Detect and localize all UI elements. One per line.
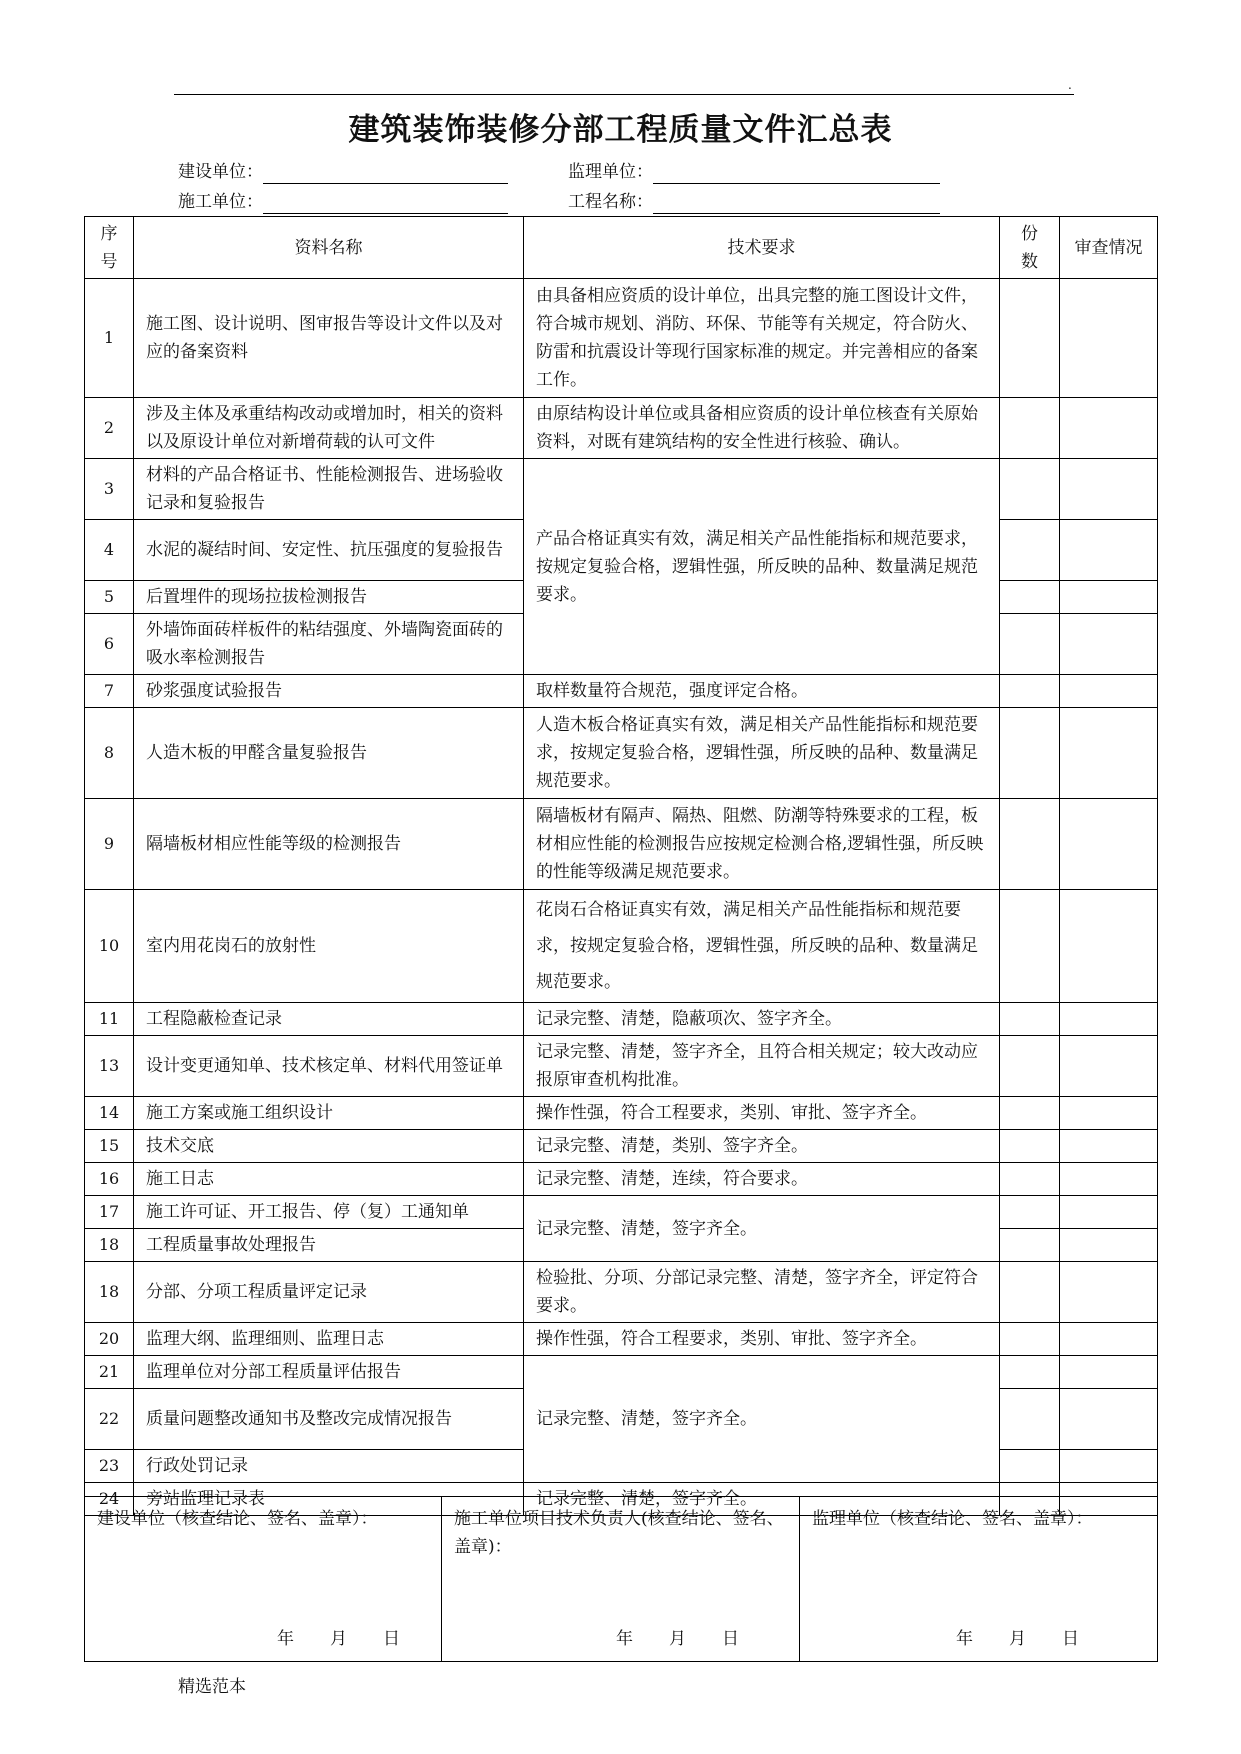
project-name-blank[interactable]	[653, 193, 940, 214]
row-copies-cell[interactable]	[1000, 520, 1060, 581]
supervise-unit-signature-box[interactable]	[800, 1497, 1158, 1662]
row-number: 10	[85, 890, 134, 1003]
row-review-cell[interactable]	[1060, 1130, 1158, 1163]
row-doc-name: 隔墙板材相应性能等级的检测报告	[134, 799, 524, 890]
row-copies-cell[interactable]	[1000, 890, 1060, 1003]
header-rule	[174, 94, 1074, 95]
row-copies-cell[interactable]	[1000, 614, 1060, 675]
row-copies-cell[interactable]	[1000, 459, 1060, 520]
row-doc-name: 质量问题整改通知书及整改完成情况报告	[134, 1389, 524, 1450]
construct-unit-label: 施工单位：	[178, 192, 263, 212]
row-doc-name: 监理大纲、监理细则、监理日志	[134, 1323, 524, 1356]
row-requirement: 由原结构设计单位或具备相应资质的设计单位核查有关原始资料，对既有建筑结构的安全性进行核验、确认。	[524, 398, 1000, 459]
table-row	[85, 675, 1158, 708]
row-requirement: 记录完整、清楚，连续，符合要求。	[524, 1163, 1000, 1196]
supervise-unit-blank[interactable]	[653, 163, 940, 184]
row-number: 14	[85, 1097, 134, 1130]
row-copies-cell[interactable]	[1000, 1262, 1060, 1323]
row-doc-name: 设计变更通知单、技术核定单、材料代用签证单	[134, 1036, 524, 1097]
row-review-cell[interactable]	[1060, 1036, 1158, 1097]
row-requirement: 隔墙板材有隔声、隔热、阻燃、防潮等特殊要求的工程，板材相应性能的检测报告应按规定检测合格,逻辑性强，所反映的性能等级满足规范要求。	[524, 799, 1000, 890]
table-row	[85, 890, 1158, 1003]
table-row	[85, 708, 1158, 799]
row-copies-cell[interactable]	[1000, 1163, 1060, 1196]
row-doc-name: 行政处罚记录	[134, 1450, 524, 1483]
row-requirement: 检验批、分项、分部记录完整、清楚，签字齐全，评定符合要求。	[524, 1262, 1000, 1323]
row-review-cell[interactable]	[1060, 1163, 1158, 1196]
row-review-cell[interactable]	[1060, 708, 1158, 799]
row-number: 13	[85, 1036, 134, 1097]
row-doc-name: 施工许可证、开工报告、停（复）工通知单	[134, 1196, 524, 1229]
row-review-cell[interactable]	[1060, 1196, 1158, 1229]
row-review-cell[interactable]	[1060, 1262, 1158, 1323]
row-number: 18	[85, 1262, 134, 1323]
row-doc-name: 技术交底	[134, 1130, 524, 1163]
column-header-copies: 份数	[1000, 217, 1060, 279]
row-review-cell[interactable]	[1060, 1003, 1158, 1036]
row-requirement: 记录完整、清楚，类别、签字齐全。	[524, 1130, 1000, 1163]
row-number: 15	[85, 1130, 134, 1163]
row-copies-cell[interactable]	[1000, 1389, 1060, 1450]
row-copies-cell[interactable]	[1000, 675, 1060, 708]
table-row	[85, 1163, 1158, 1196]
row-number: 8	[85, 708, 134, 799]
build-unit-label: 建设单位：	[178, 162, 263, 182]
row-review-cell[interactable]	[1060, 459, 1158, 520]
row-doc-name: 材料的产品合格证书、性能检测报告、进场验收记录和复验报告	[134, 459, 524, 520]
row-number: 17	[85, 1196, 134, 1229]
build-unit-signature-box[interactable]	[85, 1497, 442, 1662]
row-review-cell[interactable]	[1060, 1450, 1158, 1483]
row-number: 1	[85, 279, 134, 398]
table-row	[85, 1356, 1158, 1389]
row-doc-name: 监理单位对分部工程质量评估报告	[134, 1356, 524, 1389]
row-copies-cell[interactable]	[1000, 1323, 1060, 1356]
row-requirement: 记录完整、清楚，签字齐全，且符合相关规定；较大改动应报原审查机构批准。	[524, 1036, 1000, 1097]
row-number: 16	[85, 1163, 134, 1196]
build-unit-field	[178, 160, 508, 184]
row-number: 11	[85, 1003, 134, 1036]
row-copies-cell[interactable]	[1000, 1130, 1060, 1163]
row-requirement: 记录完整、清楚，签字齐全。	[524, 1483, 1000, 1516]
page-title: 建筑装饰装修分部工程质量文件汇总表	[348, 112, 893, 148]
construct-unit-blank[interactable]	[263, 193, 508, 214]
row-copies-cell[interactable]	[1000, 398, 1060, 459]
row-requirement: 由具备相应资质的设计单位，出具完整的施工图设计文件，符合城市规划、消防、环保、节能等有关规定，符合防火、防雷和抗震设计等现行国家标准的规定。并完善相应的备案工作。	[524, 279, 1000, 398]
row-doc-name: 室内用花岗石的放射性	[134, 890, 524, 1003]
corner-dot: .	[1068, 78, 1072, 92]
row-requirement: 产品合格证真实有效，满足相关产品性能指标和规范要求，按规定复验合格，逻辑性强，所反映的品种、数量满足规范要求。	[524, 459, 1000, 675]
row-doc-name: 施工日志	[134, 1163, 524, 1196]
supervise-unit-label: 监理单位：	[568, 162, 653, 182]
construct-unit-date: 年 月 日	[616, 1629, 739, 1649]
row-requirement: 人造木板合格证真实有效，满足相关产品性能指标和规范要求，按规定复验合格，逻辑性强，所反映的品种、数量满足规范要求。	[524, 708, 1000, 799]
table-row	[85, 279, 1158, 398]
row-number: 22	[85, 1389, 134, 1450]
row-number: 6	[85, 614, 134, 675]
project-name-label: 工程名称：	[568, 192, 653, 212]
row-review-cell[interactable]	[1060, 799, 1158, 890]
row-doc-name: 旁站监理记录表	[134, 1483, 524, 1516]
row-copies-cell[interactable]	[1000, 1196, 1060, 1229]
row-number: 24	[85, 1483, 134, 1516]
row-doc-name: 分部、分项工程质量评定记录	[134, 1262, 524, 1323]
row-requirement: 花岗石合格证真实有效，满足相关产品性能指标和规范要求，按规定复验合格，逻辑性强，所反映的品种、数量满足规范要求。	[524, 890, 1000, 1003]
table-row	[85, 1003, 1158, 1036]
table-row	[85, 799, 1158, 890]
row-number: 20	[85, 1323, 134, 1356]
row-requirement: 操作性强，符合工程要求，类别、审批、签字齐全。	[524, 1323, 1000, 1356]
signature-table	[84, 1496, 1158, 1662]
quality-document-table	[84, 216, 1158, 1516]
row-review-cell[interactable]	[1060, 1229, 1158, 1262]
row-copies-cell[interactable]	[1000, 581, 1060, 614]
table-header-row	[85, 217, 1158, 279]
table-row	[85, 1323, 1158, 1356]
row-requirement: 取样数量符合规范，强度评定合格。	[524, 675, 1000, 708]
row-number: 2	[85, 398, 134, 459]
row-copies-cell[interactable]	[1000, 1356, 1060, 1389]
column-header-name: 资料名称	[134, 217, 524, 279]
table-row	[85, 398, 1158, 459]
row-number: 4	[85, 520, 134, 581]
row-review-cell[interactable]	[1060, 398, 1158, 459]
row-review-cell[interactable]	[1060, 614, 1158, 675]
table-row	[85, 1036, 1158, 1097]
row-number: 7	[85, 675, 134, 708]
table-row	[85, 1097, 1158, 1130]
table-row	[85, 1130, 1158, 1163]
supervise-unit-signature-label: 监理单位（核查结论、签名、盖章）：	[812, 1509, 1093, 1529]
row-review-cell[interactable]	[1060, 1356, 1158, 1389]
row-number: 5	[85, 581, 134, 614]
supervise-unit-field	[568, 160, 940, 184]
row-copies-cell[interactable]	[1000, 1003, 1060, 1036]
supervise-unit-date: 年 月 日	[956, 1629, 1079, 1649]
table-row	[85, 1196, 1158, 1229]
row-copies-cell[interactable]	[1000, 799, 1060, 890]
row-number: 23	[85, 1450, 134, 1483]
row-review-cell[interactable]	[1060, 1389, 1158, 1450]
row-review-cell[interactable]	[1060, 675, 1158, 708]
construct-unit-field	[178, 190, 508, 214]
row-requirement: 记录完整、清楚，隐蔽项次、签字齐全。	[524, 1003, 1000, 1036]
row-requirement: 记录完整、清楚，签字齐全。	[524, 1196, 1000, 1262]
row-review-cell[interactable]	[1060, 1323, 1158, 1356]
row-copies-cell[interactable]	[1000, 1229, 1060, 1262]
row-review-cell[interactable]	[1060, 1097, 1158, 1130]
row-review-cell[interactable]	[1060, 279, 1158, 398]
row-number: 3	[85, 459, 134, 520]
row-copies-cell[interactable]	[1000, 1450, 1060, 1483]
construct-unit-signature-box[interactable]	[442, 1497, 800, 1662]
row-requirement: 记录完整、清楚，签字齐全。	[524, 1356, 1000, 1483]
column-header-requirement: 技术要求	[524, 217, 1000, 279]
page-footer: 精选范本	[178, 1677, 246, 1697]
construct-unit-signature-label: 施工单位项目技术负责人(核查结论、签名、盖章)：	[454, 1509, 784, 1557]
row-requirement: 操作性强，符合工程要求，类别、审批、签字齐全。	[524, 1097, 1000, 1130]
row-doc-name: 工程质量事故处理报告	[134, 1229, 524, 1262]
row-number: 9	[85, 799, 134, 890]
row-copies-cell[interactable]	[1000, 279, 1060, 398]
build-unit-date: 年 月 日	[277, 1629, 400, 1649]
project-name-field	[568, 190, 940, 214]
column-header-no: 序号	[85, 217, 134, 279]
row-copies-cell[interactable]	[1000, 708, 1060, 799]
row-doc-name: 砂浆强度试验报告	[134, 675, 524, 708]
row-number: 21	[85, 1356, 134, 1389]
row-doc-name: 后置埋件的现场拉拔检测报告	[134, 581, 524, 614]
row-number: 18	[85, 1229, 134, 1262]
column-header-review: 审查情况	[1060, 217, 1158, 279]
row-doc-name: 水泥的凝结时间、安定性、抗压强度的复验报告	[134, 520, 524, 581]
row-copies-cell[interactable]	[1000, 1097, 1060, 1130]
build-unit-signature-label: 建设单位（核查结论、签名、盖章）：	[97, 1509, 378, 1529]
build-unit-blank[interactable]	[263, 163, 508, 184]
table-row	[85, 459, 1158, 520]
row-copies-cell[interactable]	[1000, 1036, 1060, 1097]
row-doc-name: 人造木板的甲醛含量复验报告	[134, 708, 524, 799]
table-row	[85, 1262, 1158, 1323]
row-doc-name: 施工方案或施工组织设计	[134, 1097, 524, 1130]
row-doc-name: 外墙饰面砖样板件的粘结强度、外墙陶瓷面砖的吸水率检测报告	[134, 614, 524, 675]
row-doc-name: 工程隐蔽检查记录	[134, 1003, 524, 1036]
row-review-cell[interactable]	[1060, 890, 1158, 1003]
row-doc-name: 涉及主体及承重结构改动或增加时，相关的资料以及原设计单位对新增荷载的认可文件	[134, 398, 524, 459]
row-doc-name: 施工图、设计说明、图审报告等设计文件以及对应的备案资料	[134, 279, 524, 398]
row-review-cell[interactable]	[1060, 520, 1158, 581]
row-review-cell[interactable]	[1060, 581, 1158, 614]
